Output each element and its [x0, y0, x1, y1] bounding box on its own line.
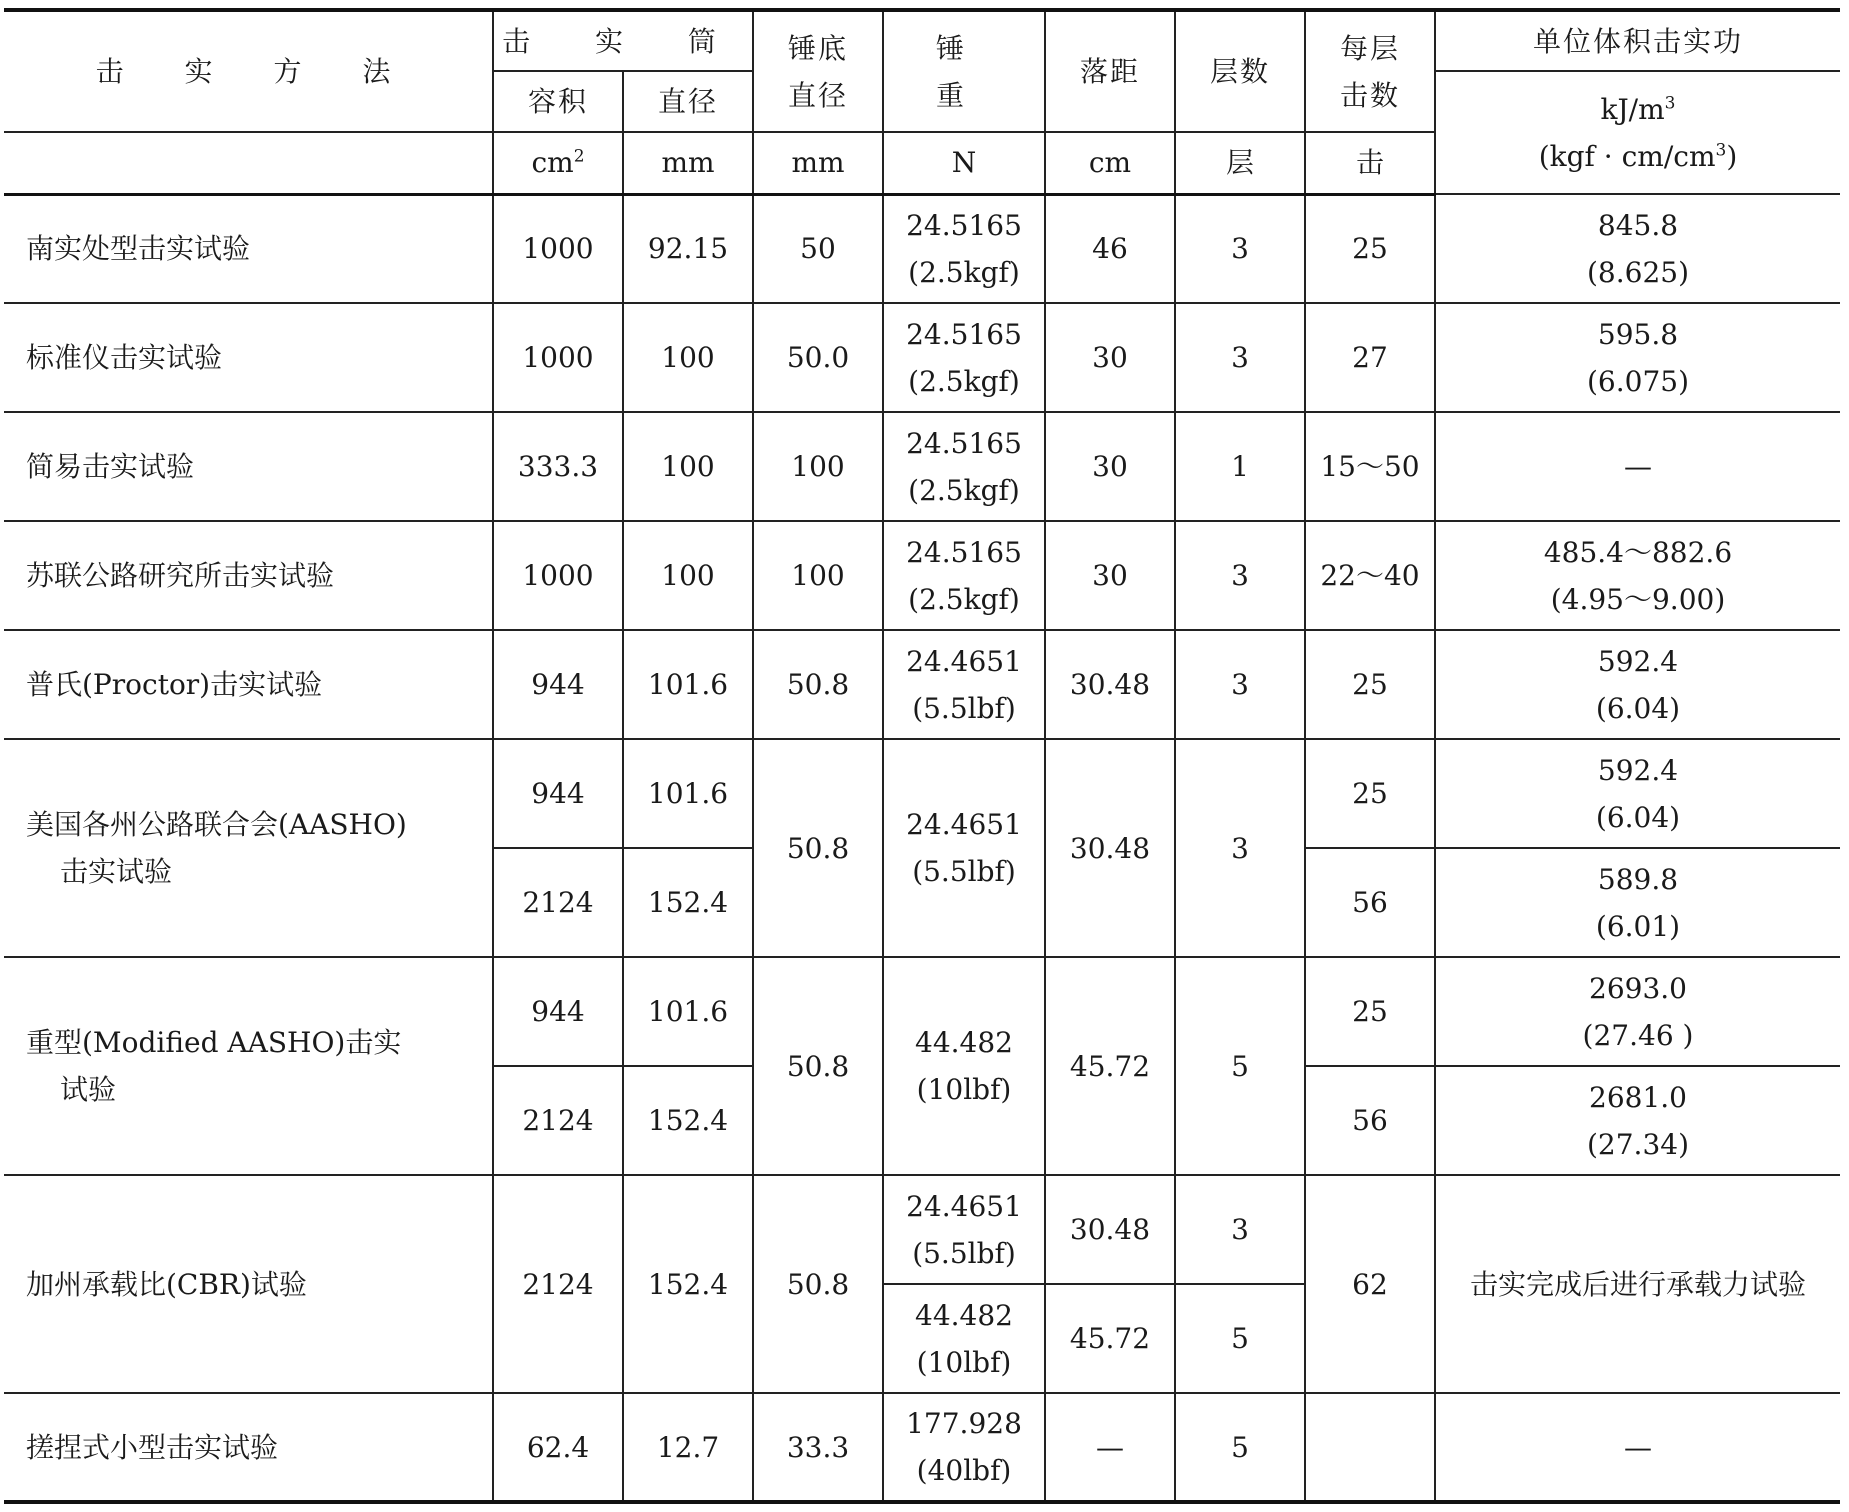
base-cell: 50.8: [753, 739, 883, 957]
drop-cell: 45.72: [1045, 957, 1175, 1175]
layers-cell: 5: [1175, 1393, 1305, 1502]
header-blows: 每层 击数: [1305, 10, 1435, 132]
energy-cell: 击实完成后进行承载力试验: [1435, 1175, 1840, 1393]
volume-cell: 1000: [493, 194, 623, 303]
weight-cell: 24.5165 (2.5kgf): [883, 194, 1045, 303]
weight-cell: 24.5165 (2.5kgf): [883, 412, 1045, 521]
volume-cell: 1000: [493, 303, 623, 412]
header-hammer-weight: 锤 重: [883, 10, 1045, 132]
diameter-cell: 101.6: [623, 739, 753, 848]
weight-cell: 44.482 (10lbf): [883, 1284, 1045, 1393]
method-cell: 加州承载比(CBR)试验: [4, 1175, 493, 1393]
diameter-cell: 100: [623, 521, 753, 630]
diameter-cell: 152.4: [623, 1175, 753, 1393]
blows-cell: [1305, 1393, 1435, 1502]
volume-cell: 2124: [493, 1066, 623, 1175]
layers-cell: 3: [1175, 521, 1305, 630]
drop-cell: 30.48: [1045, 1175, 1175, 1284]
unit-blows: 击: [1305, 132, 1435, 194]
volume-cell: 333.3: [493, 412, 623, 521]
volume-cell: 62.4: [493, 1393, 623, 1502]
header-energy-unit: $kJ/m^3$ $(kgf \cdot cm/cm^3)$: [1435, 71, 1840, 194]
header-drop: 落距: [1045, 10, 1175, 132]
layers-cell: 5: [1175, 1284, 1305, 1393]
energy-cell: 592.4 (6.04): [1435, 630, 1840, 739]
energy-cell: 589.8 (6.01): [1435, 848, 1840, 957]
energy-cell: —: [1435, 412, 1840, 521]
diameter-cell: 92.15: [623, 194, 753, 303]
energy-cell: 592.4 (6.04): [1435, 739, 1840, 848]
weight-cell: 24.4651 (5.5lbf): [883, 630, 1045, 739]
drop-cell: 30: [1045, 521, 1175, 630]
drop-cell: 30.48: [1045, 630, 1175, 739]
header-energy: 单位体积击实功: [1435, 10, 1840, 71]
drop-cell: —: [1045, 1393, 1175, 1502]
base-cell: 50.8: [753, 957, 883, 1175]
diameter-cell: 152.4: [623, 1066, 753, 1175]
diameter-cell: 101.6: [623, 957, 753, 1066]
table-row: [4, 957, 1840, 1066]
header-mold: 击 实 筒: [493, 10, 753, 71]
drop-cell: 45.72: [1045, 1284, 1175, 1393]
compaction-methods-table: [4, 8, 1840, 1504]
weight-cell: 24.4651 (5.5lbf): [883, 1175, 1045, 1284]
blows-cell: 15～50: [1305, 412, 1435, 521]
diameter-cell: 152.4: [623, 848, 753, 957]
unit-blank: [4, 132, 493, 194]
unit-hammer-base: mm: [753, 132, 883, 194]
volume-cell: 944: [493, 739, 623, 848]
layers-cell: 1: [1175, 412, 1305, 521]
diameter-cell: 100: [623, 412, 753, 521]
diameter-cell: 100: [623, 303, 753, 412]
drop-cell: 30.48: [1045, 739, 1175, 957]
layers-cell: 3: [1175, 1175, 1305, 1284]
table-row: [4, 1393, 1840, 1502]
table-row: [4, 630, 1840, 739]
base-cell: 50: [753, 194, 883, 303]
weight-cell: 24.5165 (2.5kgf): [883, 521, 1045, 630]
layers-cell: 3: [1175, 739, 1305, 957]
weight-cell: 177.928 (40lbf): [883, 1393, 1045, 1502]
method-cell: 苏联公路研究所击实试验: [4, 521, 493, 630]
weight-cell: 24.5165 (2.5kgf): [883, 303, 1045, 412]
method-cell: 简易击实试验: [4, 412, 493, 521]
unit-layers: 层: [1175, 132, 1305, 194]
blows-cell: 25: [1305, 630, 1435, 739]
volume-cell: 944: [493, 630, 623, 739]
volume-cell: 944: [493, 957, 623, 1066]
blows-cell: 56: [1305, 1066, 1435, 1175]
energy-cell: 595.8 (6.075): [1435, 303, 1840, 412]
weight-cell: 24.4651 (5.5lbf): [883, 739, 1045, 957]
energy-cell: —: [1435, 1393, 1840, 1502]
unit-diameter: mm: [623, 132, 753, 194]
base-cell: 50.0: [753, 303, 883, 412]
energy-cell: 2681.0 (27.34): [1435, 1066, 1840, 1175]
blows-cell: 25: [1305, 957, 1435, 1066]
method-cell: 重型(Modified AASHO)击实 试验: [4, 957, 493, 1175]
layers-cell: 3: [1175, 194, 1305, 303]
base-cell: 50.8: [753, 630, 883, 739]
base-cell: 33.3: [753, 1393, 883, 1502]
layers-cell: 5: [1175, 957, 1305, 1175]
volume-cell: 1000: [493, 521, 623, 630]
header-layers: 层数: [1175, 10, 1305, 132]
energy-cell: 2693.0 (27.46 ): [1435, 957, 1840, 1066]
unit-hammer-weight: N: [883, 132, 1045, 194]
blows-cell: 22～40: [1305, 521, 1435, 630]
diameter-cell: 101.6: [623, 630, 753, 739]
weight-cell: 44.482 (10lbf): [883, 957, 1045, 1175]
layers-cell: 3: [1175, 630, 1305, 739]
table-row: [4, 412, 1840, 521]
drop-cell: 46: [1045, 194, 1175, 303]
method-cell: 美国各州公路联合会(AASHO) 击实试验: [4, 739, 493, 957]
unit-drop: cm: [1045, 132, 1175, 194]
blows-cell: 27: [1305, 303, 1435, 412]
volume-cell: 2124: [493, 1175, 623, 1393]
table-row: [4, 521, 1840, 630]
layers-cell: 3: [1175, 303, 1305, 412]
blows-cell: 25: [1305, 194, 1435, 303]
diameter-cell: 12.7: [623, 1393, 753, 1502]
header-diameter: 直径: [623, 71, 753, 132]
base-cell: 100: [753, 412, 883, 521]
base-cell: 100: [753, 521, 883, 630]
energy-cell: 845.8 (8.625): [1435, 194, 1840, 303]
base-cell: 50.8: [753, 1175, 883, 1393]
header-method: 击 实 方 法: [4, 10, 493, 132]
blows-cell: 62: [1305, 1175, 1435, 1393]
blows-cell: 56: [1305, 848, 1435, 957]
table-row: [4, 303, 1840, 412]
method-cell: 南实处型击实试验: [4, 194, 493, 303]
header-volume: 容积: [493, 71, 623, 132]
table-row: [4, 739, 1840, 848]
drop-cell: 30: [1045, 303, 1175, 412]
energy-cell: 485.4～882.6 (4.95～9.00): [1435, 521, 1840, 630]
method-cell: 标准仪击实试验: [4, 303, 493, 412]
header-hammer-base: 锤底 直径: [753, 10, 883, 132]
table-row: [4, 194, 1840, 303]
drop-cell: 30: [1045, 412, 1175, 521]
method-cell: 普氏(Proctor)击实试验: [4, 630, 493, 739]
blows-cell: 25: [1305, 739, 1435, 848]
table-row: [4, 1175, 1840, 1284]
unit-volume: $cm^2$: [493, 132, 623, 194]
volume-cell: 2124: [493, 848, 623, 957]
method-cell: 搓捏式小型击实试验: [4, 1393, 493, 1502]
